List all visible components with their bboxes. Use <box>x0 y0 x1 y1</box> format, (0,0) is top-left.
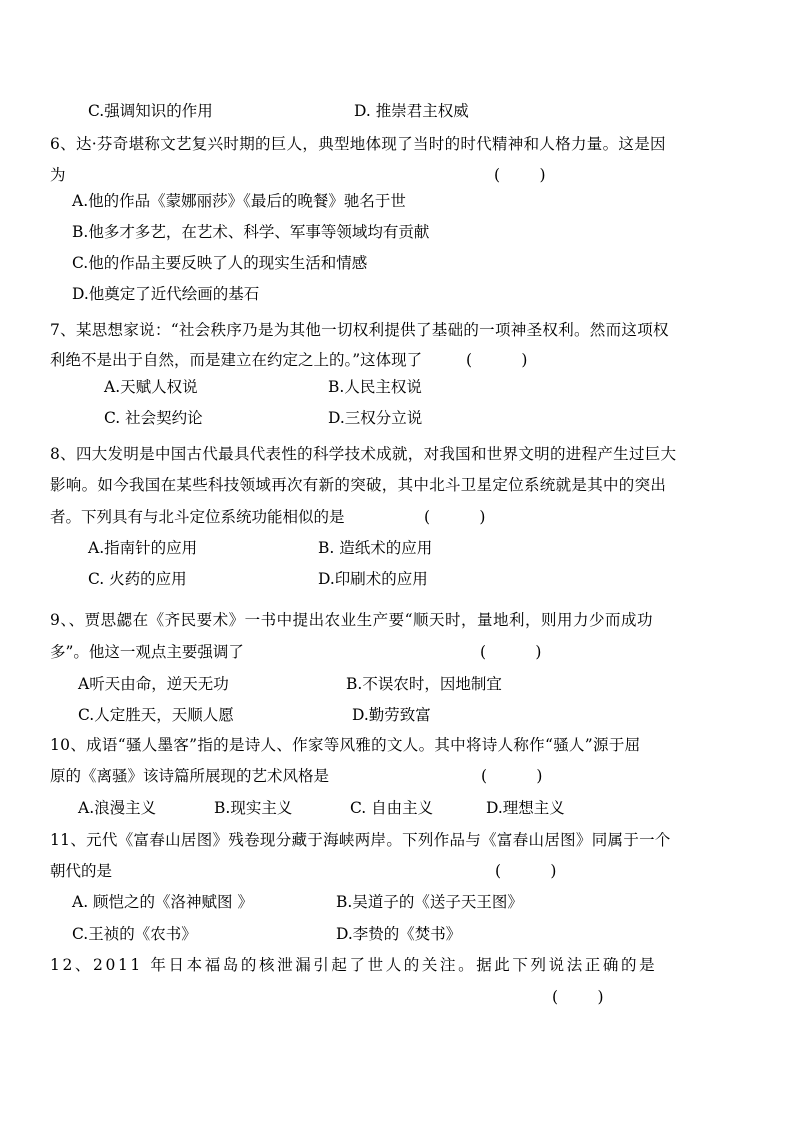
q8-answer-blank: ( ) <box>424 508 486 526</box>
q10-stem-line2: 原的《离骚》该诗篇所展现的艺术风格是 <box>50 767 330 785</box>
q6-option-d: D.他奠定了近代绘画的基石 <box>72 285 260 303</box>
q5-option-c: C.强调知识的作用 <box>88 102 213 120</box>
q7-stem-line2: 利绝不是出于自然，而是建立在约定之上的。”这体现了 <box>50 351 423 369</box>
q7-option-c: C. 社会契约论 <box>104 409 203 427</box>
q8-option-a: A.指南针的应用 <box>88 539 198 557</box>
q11-option-a: A. 顾恺之的《洛神赋图 》 <box>72 893 253 911</box>
q9-option-d: D.勤劳致富 <box>352 706 431 724</box>
q8-stem-line2: 影响。如今我国在某些科技领域再次有新的突破，其中北斗卫星定位系统就是其中的突出 <box>50 476 667 494</box>
q11-stem-line1: 11、元代《富春山居图》残卷现分藏于海峡两岸。下列作品与《富春山居图》同属于一个 <box>50 831 671 849</box>
q10-stem-line1: 10、成语“骚人墨客”指的是诗人、作家等风雅的文人。其中将诗人称作“骚人”源于屈 <box>50 736 641 754</box>
q6-option-a: A.他的作品《蒙娜丽莎》《最后的晚餐》驰名于世 <box>72 192 406 210</box>
q9-option-c: C.人定胜天，天顺人愿 <box>78 706 234 724</box>
q5-option-d: D. 推崇君主权威 <box>354 102 469 120</box>
q7-answer-blank: ( ) <box>466 351 528 369</box>
q9-stem-line1: 9、、贾思勰在《齐民要术》一书中提出农业生产要“顺天时，量地利，则用力少而成功 <box>50 611 654 629</box>
q11-option-d: D.李贽的《焚书》 <box>336 925 462 943</box>
q6-answer-blank: ( ) <box>494 166 546 184</box>
q7-option-b: B.人民主权说 <box>328 378 422 396</box>
q8-option-d: D.印刷术的应用 <box>318 570 428 588</box>
q9-answer-blank: ( ) <box>480 643 542 661</box>
q6-option-c: C.他的作品主要反映了人的现实生活和情感 <box>72 254 368 272</box>
q11-stem-line2: 朝代的是 <box>50 862 113 880</box>
q6-stem-line2: 为 <box>50 166 66 184</box>
q10-option-c: C. 自由主义 <box>350 799 434 817</box>
q11-option-b: B.吴道子的《送子天王图》 <box>336 893 523 911</box>
q9-option-a: A听天由命，逆天无功 <box>78 675 229 693</box>
q6-option-b: B.他多才多艺，在艺术、科学、军事等领域均有贡献 <box>72 223 430 241</box>
q12-stem-line1: 12、2011 年日本福岛的核泄漏引起了世人的关注。据此下列说法正确的是 <box>50 956 658 974</box>
q9-stem-line2: 多”。他这一观点主要强调了 <box>50 643 244 661</box>
q12-answer-blank: ( ) <box>552 988 604 1006</box>
q6-stem-line1: 6、达·芬奇堪称文艺复兴时期的巨人，典型地体现了当时的时代精神和人格力量。这是因 <box>50 135 666 153</box>
q7-stem-line1: 7、某思想家说：“社会秩序乃是为其他一切权利提供了基础的一项神圣权利。然而这项权 <box>50 321 669 339</box>
q8-option-b: B. 造纸术的应用 <box>318 539 433 557</box>
q8-option-c: C. 火药的应用 <box>88 570 187 588</box>
q10-option-d: D.理想主义 <box>486 799 565 817</box>
q11-answer-blank: ( ) <box>495 862 557 880</box>
q10-option-b: B.现实主义 <box>214 799 293 817</box>
q8-stem-line3: 者。下列具有与北斗定位系统功能相似的是 <box>50 508 345 526</box>
q9-option-b: B.不误农时，因地制宜 <box>346 675 502 693</box>
q11-option-c: C.王祯的《农书》 <box>72 925 197 943</box>
q8-stem-line1: 8、四大发明是中国古代最具代表性的科学技术成就，对我国和世界文明的进程产生过巨大 <box>50 445 677 463</box>
q10-answer-blank: ( ) <box>481 767 543 785</box>
q10-option-a: A.浪漫主义 <box>78 799 157 817</box>
q7-option-d: D.三权分立说 <box>328 409 423 427</box>
q7-option-a: A.天赋人权说 <box>104 378 198 396</box>
